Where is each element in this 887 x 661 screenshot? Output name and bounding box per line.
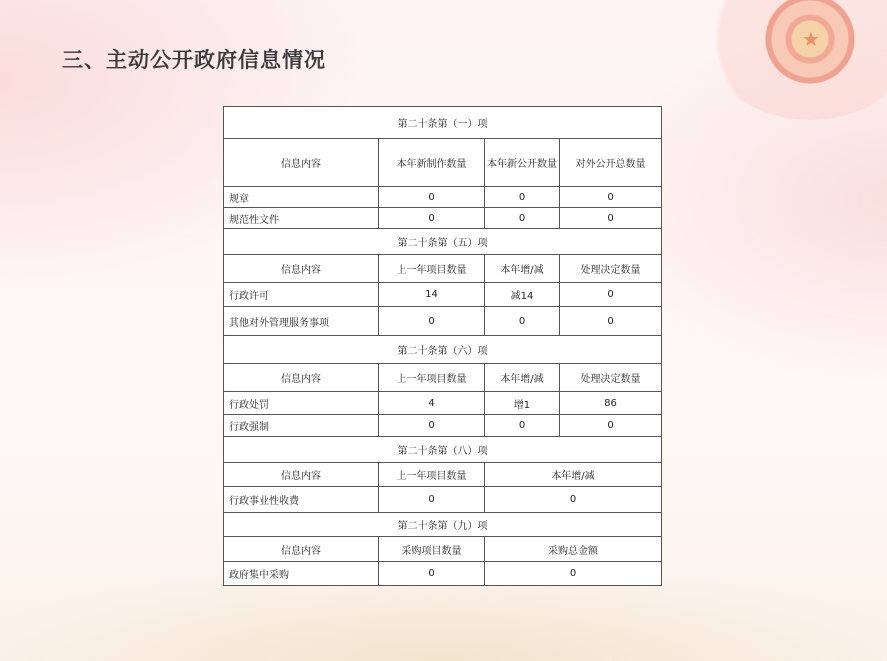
column-header: 信息内容 <box>224 463 379 487</box>
disclosure-table-container <box>223 106 662 586</box>
row-label: 规章 <box>224 187 379 208</box>
table-row <box>224 187 662 208</box>
table-cell: 0 <box>379 208 485 229</box>
column-header: 采购总金额 <box>485 537 662 562</box>
section-heading: 第二十条第（六）项 <box>224 336 662 364</box>
table-cell: 0 <box>485 187 560 208</box>
table-cell: 0 <box>560 307 662 336</box>
column-header: 处理决定数量 <box>560 364 662 392</box>
table-row <box>224 208 662 229</box>
table-cell: 0 <box>379 487 485 513</box>
table-cell: 0 <box>560 208 662 229</box>
row-label: 行政事业性收费 <box>224 487 379 513</box>
row-label: 规范性文件 <box>224 208 379 229</box>
row-label: 行政许可 <box>224 283 379 307</box>
column-header: 本年增/减 <box>485 255 560 283</box>
column-header: 信息内容 <box>224 255 379 283</box>
section-heading-row <box>224 513 662 537</box>
column-header-row <box>224 463 662 487</box>
star-icon: ★ <box>802 27 820 51</box>
column-header: 上一年项目数量 <box>379 364 485 392</box>
table-cell: 0 <box>485 307 560 336</box>
table-cell: 86 <box>560 392 662 415</box>
column-header: 本年增/减 <box>485 463 662 487</box>
table-cell: 减14 <box>485 283 560 307</box>
section-heading-row <box>224 437 662 463</box>
table-cell: 0 <box>379 562 485 586</box>
column-header-row <box>224 364 662 392</box>
column-header: 处理决定数量 <box>560 255 662 283</box>
table-row <box>224 307 662 336</box>
section-heading: 第二十条第（九）项 <box>224 513 662 537</box>
section-heading-row <box>224 336 662 364</box>
emblem-decoration <box>700 0 887 120</box>
table-cell: 14 <box>379 283 485 307</box>
table-cell: 0 <box>485 487 662 513</box>
row-label: 行政强制 <box>224 415 379 437</box>
row-label: 行政处罚 <box>224 392 379 415</box>
row-label: 政府集中采购 <box>224 562 379 586</box>
column-header: 信息内容 <box>224 364 379 392</box>
table-row <box>224 415 662 437</box>
column-header-row <box>224 255 662 283</box>
table-cell: 0 <box>560 415 662 437</box>
section-heading-row <box>224 107 662 139</box>
table-cell: 增1 <box>485 392 560 415</box>
column-header: 信息内容 <box>224 139 379 187</box>
table-cell: 0 <box>485 415 560 437</box>
section-heading-row <box>224 229 662 255</box>
column-header-row <box>224 139 662 187</box>
table-cell: 0 <box>560 283 662 307</box>
column-header: 信息内容 <box>224 537 379 562</box>
table-cell: 4 <box>379 392 485 415</box>
table-row <box>224 392 662 415</box>
table-row <box>224 562 662 586</box>
table-cell: 0 <box>485 562 662 586</box>
column-header: 对外公开总数量 <box>560 139 662 187</box>
table-cell: 0 <box>379 307 485 336</box>
column-header: 采购项目数量 <box>379 537 485 562</box>
column-header: 本年新公开数量 <box>485 139 560 187</box>
section-heading: 第二十条第（八）项 <box>224 437 662 463</box>
table-cell: 0 <box>485 208 560 229</box>
table-row <box>224 283 662 307</box>
column-header: 本年新制作数量 <box>379 139 485 187</box>
column-header: 上一年项目数量 <box>379 255 485 283</box>
table-cell: 0 <box>560 187 662 208</box>
table-cell: 0 <box>379 415 485 437</box>
section-heading: 第二十条第（一）项 <box>224 107 662 139</box>
table-cell: 0 <box>379 187 485 208</box>
row-label: 其他对外管理服务事项 <box>224 307 379 336</box>
column-header-row <box>224 537 662 562</box>
section-heading: 第二十条第（五）项 <box>224 229 662 255</box>
table-row <box>224 487 662 513</box>
column-header: 本年增/减 <box>485 364 560 392</box>
disclosure-table <box>223 106 662 586</box>
column-header: 上一年项目数量 <box>379 463 485 487</box>
page-title: 三、主动公开政府信息情况 <box>62 48 326 72</box>
